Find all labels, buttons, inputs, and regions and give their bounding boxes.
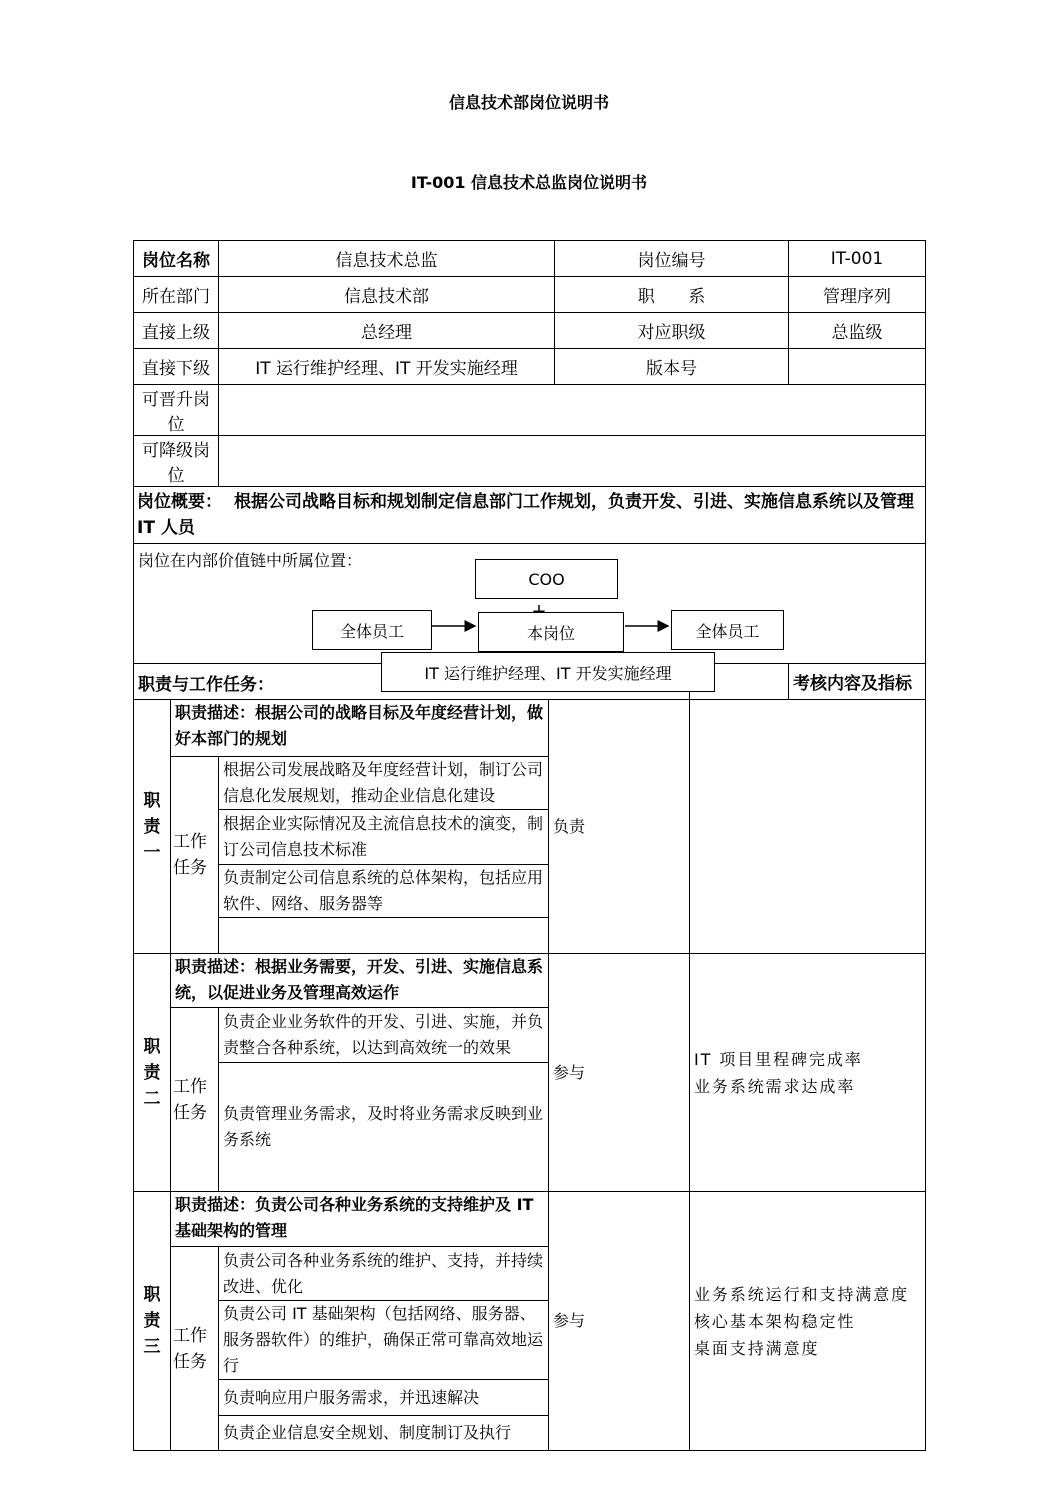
duty-1-description-row bbox=[134, 700, 926, 757]
info-row-promote bbox=[134, 385, 926, 436]
position-code-label: 岗位编号 bbox=[555, 241, 789, 277]
duty-3-task-4: 负责企业信息安全规划、制度制订及执行 bbox=[219, 1416, 549, 1451]
version-value bbox=[789, 349, 926, 385]
duty-3-description: 职责描述：负责公司各种业务系统的支持维护及 IT 基础架构的管理 bbox=[171, 1192, 549, 1247]
demotion-label: 可降级岗位 bbox=[134, 436, 219, 487]
subordinate-label: 直接下级 bbox=[134, 349, 219, 385]
position-name-value: 信息技术总监 bbox=[219, 241, 555, 277]
all-staff-right-box: 全体员工 bbox=[671, 610, 784, 650]
duty-2-kpi: IT 项目里程碑完成率 业务系统需求达成率 bbox=[690, 954, 926, 1192]
demotion-value bbox=[219, 436, 926, 487]
duty-1-label: 职 责 一 bbox=[134, 700, 171, 954]
duty-2-task-1: 负责企业业务软件的开发、引进、实施，并负责整合各种系统，以达到高效统一的效果 bbox=[219, 1008, 549, 1063]
duty-3-task-1: 负责公司各种业务系统的维护、支持，并持续改进、优化 bbox=[219, 1247, 549, 1301]
duty-1-role: 负责 bbox=[549, 700, 690, 954]
info-row-name bbox=[134, 241, 926, 277]
department-value: 信息技术部 bbox=[219, 277, 555, 313]
duty-2-role: 参与 bbox=[549, 954, 690, 1192]
duty-3-task-label: 工作 任务 bbox=[171, 1247, 219, 1451]
summary-text: 根据公司战略目标和规划制定信息部门工作规划，负责开发、引进、实施信息系统以及管理 IT 人员 bbox=[137, 492, 914, 538]
duty-3-role: 参与 bbox=[549, 1192, 690, 1451]
duty-3-label: 职 责 三 bbox=[134, 1192, 171, 1451]
duty-2-description: 职责描述：根据业务需要，开发、引进、实施信息系统，以促进业务及管理高效运作 bbox=[171, 954, 549, 1008]
subordinate-value: IT 运行维护经理、IT 开发实施经理 bbox=[219, 349, 555, 385]
promotion-value bbox=[219, 385, 926, 436]
duty-2-task-label: 工作 任务 bbox=[171, 1008, 219, 1192]
duties-header-label: 职责与工作任务： bbox=[134, 664, 690, 700]
duty-3-task-3: 负责响应用户服务需求，并迅速解决 bbox=[219, 1380, 549, 1416]
value-chain-row bbox=[134, 544, 926, 664]
info-row-subordinate bbox=[134, 349, 926, 385]
department-label: 所在部门 bbox=[134, 277, 219, 313]
document-title: 信息技术部岗位说明书 bbox=[448, 93, 609, 112]
job-spec-title: IT-001 信息技术总监岗位说明书 bbox=[410, 173, 648, 192]
info-row-dept bbox=[134, 277, 926, 313]
value-chain-cell bbox=[134, 544, 926, 683]
summary-row bbox=[134, 487, 926, 544]
duty-3-kpi: 业务系统运行和支持满意度 核心基本架构稳定性 桌面支持满意度 bbox=[690, 1192, 926, 1451]
duty-3-description-row bbox=[134, 1192, 926, 1247]
duty-2-task-2: 负责管理业务需求，及时将业务需求反映到业务系统 bbox=[219, 1063, 549, 1192]
promotion-label: 可晋升岗位 bbox=[134, 385, 219, 436]
superior-label: 直接上级 bbox=[134, 313, 219, 349]
duty-2-description-row bbox=[134, 954, 926, 1008]
duty-1-task-3: 负责制定公司信息系统的总体架构，包括应用软件、网络、服务器等 bbox=[219, 865, 549, 918]
coo-box: COO bbox=[475, 559, 618, 599]
duty-1-description: 职责描述：根据公司的战略目标及年度经营计划，做好本部门的规划 bbox=[171, 700, 549, 757]
version-label: 版本号 bbox=[555, 349, 789, 385]
rank-label: 对应职级 bbox=[555, 313, 789, 349]
kpi-header-label: 考核内容及指标 bbox=[789, 664, 926, 700]
position-code-value: IT-001 bbox=[789, 241, 926, 277]
subordinates-box: IT 运行维护经理、IT 开发实施经理 bbox=[381, 652, 715, 692]
job-description-table bbox=[133, 240, 925, 1451]
job-series-value: 管理序列 bbox=[789, 277, 926, 313]
all-staff-left-box: 全体员工 bbox=[312, 610, 432, 650]
info-row-demote bbox=[134, 436, 926, 487]
rank-value: 总监级 bbox=[789, 313, 926, 349]
value-chain-label: 岗位在内部价值链中所属位置： bbox=[138, 551, 363, 570]
summary-label: 岗位概要： bbox=[137, 492, 222, 512]
duty-1-kpi bbox=[690, 700, 926, 954]
position-name-label: 岗位名称 bbox=[134, 241, 219, 277]
duty-1-task-2: 根据企业实际情况及主流信息技术的演变，制订公司信息技术标准 bbox=[219, 810, 549, 865]
info-row-superior bbox=[134, 313, 926, 349]
duty-2-label: 职 责 二 bbox=[134, 954, 171, 1192]
duty-1-task-1: 根据公司发展战略及年度经营计划，制订公司信息化发展规划，推动企业信息化建设 bbox=[219, 757, 549, 810]
job-series-label: 职 系 bbox=[555, 277, 789, 313]
superior-value: 总经理 bbox=[219, 313, 555, 349]
duty-3-task-2: 负责公司 IT 基础架构（包括网络、服务器、服务器软件）的维护，确保正常可靠高效地运行 bbox=[219, 1301, 549, 1380]
this-position-box: 本岗位 bbox=[478, 612, 624, 652]
duty-1-task-label: 工作 任务 bbox=[171, 757, 219, 954]
duty-1-task-4 bbox=[219, 918, 549, 954]
